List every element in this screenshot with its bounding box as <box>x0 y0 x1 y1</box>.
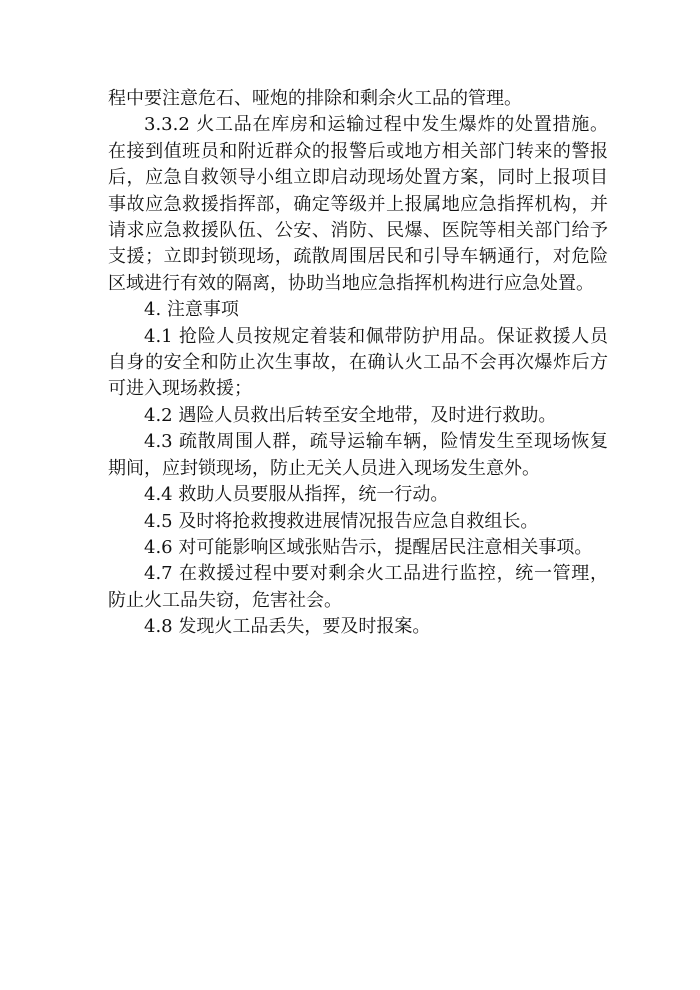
paragraph-4-4: 4.4 救助人员要服从指挥，统一行动。 <box>144 484 449 506</box>
document-body <box>108 86 608 641</box>
paragraph-4-1: 4.1 抢险人员按规定着装和佩带防护用品。保证救援人员自身的安全和防止次生事故，在确认火工品不会再次爆炸后方可进入现场救援； <box>108 325 608 400</box>
paragraph-4-6: 4.6 对可能影响区域张贴告示，提醒居民注意相关事项。 <box>144 536 593 558</box>
paragraph-4-2: 4.2 遇险人员救出后转至安全地带，及时进行救助。 <box>144 404 557 426</box>
paragraph-3-3-2: 3.3.2 火工品在库房和运输过程中发生爆炸的处置措施。在接到值班员和附近群众的报警后或地方相关部门转来的警报后，应急自救领导小组立即启动现场处置方案，同时上报项目事故应急救援指挥部，确定等级并上报属地应急指挥机构，并请求应急救援队伍、公安、消防、民爆、医院等相关部门给予支援；立即封锁现场，疏散周围居民和引导车辆通行，对危险区域进行有效的隔离，协助当地应急指挥机构进行应急处置。 <box>108 114 608 294</box>
paragraph-4-7: 4.7 在救援过程中要对剩余火工品进行监控，统一管理，防止火工品失窃，危害社会。 <box>108 563 608 611</box>
paragraph-4-5: 4.5 及时将抢救搜救进展情况报告应急自救组长。 <box>144 510 539 532</box>
paragraph-continuation: 程中要注意危石、哑炮的排除和剩余火工品的管理。 <box>108 88 522 109</box>
paragraph-4-3: 4.3 疏散周围人群，疏导运输车辆，险情发生至现场恢复期间，应封锁现场，防止无关人员进入现场发生意外。 <box>108 431 608 479</box>
section-heading-4: 4. 注意事项 <box>144 299 239 321</box>
paragraph-4-8: 4.8 发现火工品丢失，要及时报案。 <box>144 616 431 638</box>
